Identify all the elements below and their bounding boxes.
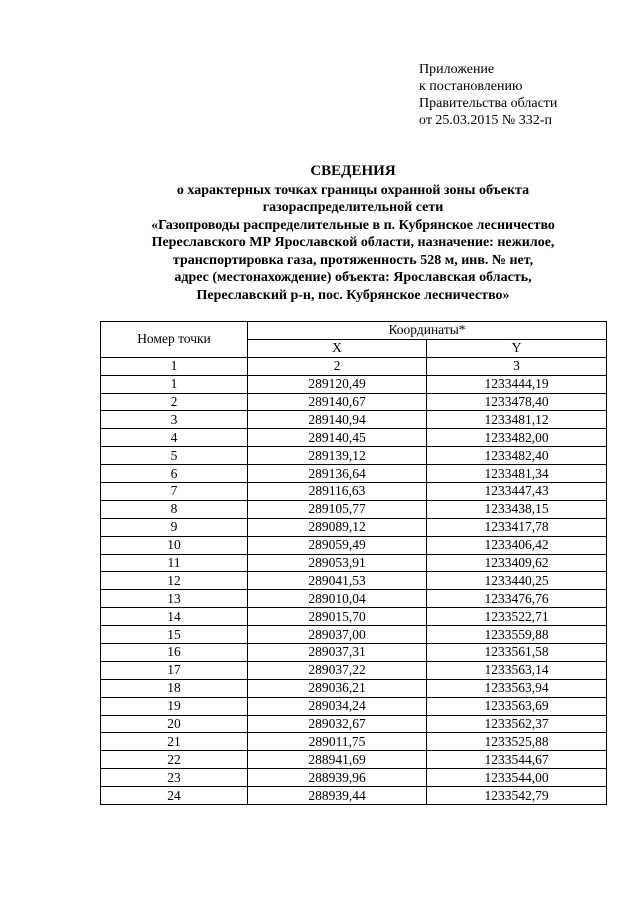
cell-x: 289015,70 <box>248 608 427 626</box>
cell-point-number: 12 <box>101 572 248 590</box>
cell-x: 289105,77 <box>248 500 427 518</box>
column-number: 2 <box>248 357 427 375</box>
cell-y: 1233406,42 <box>427 536 607 554</box>
cell-x: 289116,63 <box>248 483 427 501</box>
table-row <box>101 518 607 536</box>
cell-point-number: 24 <box>101 787 248 805</box>
cell-point-number: 20 <box>101 715 248 733</box>
cell-x: 289010,04 <box>248 590 427 608</box>
cell-y: 1233438,15 <box>427 500 607 518</box>
cell-point-number: 22 <box>101 751 248 769</box>
cell-y: 1233481,34 <box>427 465 607 483</box>
cell-x: 289032,67 <box>248 715 427 733</box>
cell-y: 1233544,67 <box>427 751 607 769</box>
table-row <box>101 447 607 465</box>
cell-point-number: 18 <box>101 679 248 697</box>
cell-point-number: 15 <box>101 626 248 644</box>
header-coordinates: Координаты* <box>248 322 607 340</box>
cell-y: 1233440,25 <box>427 572 607 590</box>
table-row <box>101 626 607 644</box>
table-row <box>101 715 607 733</box>
cell-point-number: 17 <box>101 661 248 679</box>
cell-x: 289059,49 <box>248 536 427 554</box>
appendix-line: Приложение <box>419 62 495 77</box>
cell-y: 1233561,58 <box>427 644 607 662</box>
title-line: транспортировка газа, протяженность 528 м, инв. № нет, <box>172 252 534 268</box>
cell-x: 289089,12 <box>248 518 427 536</box>
cell-point-number: 6 <box>101 465 248 483</box>
table-row <box>101 554 607 572</box>
cell-y: 1233482,00 <box>427 429 607 447</box>
column-number: 3 <box>427 357 607 375</box>
cell-x: 288939,44 <box>248 787 427 805</box>
title-heading: СВЕДЕНИЯ <box>310 163 396 179</box>
cell-x: 289140,67 <box>248 393 427 411</box>
header-x: X <box>248 339 427 357</box>
table-row <box>101 733 607 751</box>
cell-y: 1233522,71 <box>427 608 607 626</box>
cell-point-number: 1 <box>101 375 248 393</box>
cell-x: 289140,94 <box>248 411 427 429</box>
cell-x: 289053,91 <box>248 554 427 572</box>
appendix-line: Правительства области <box>419 96 558 111</box>
cell-x: 288941,69 <box>248 751 427 769</box>
cell-y: 1233542,79 <box>427 787 607 805</box>
cell-x: 289139,12 <box>248 447 427 465</box>
table-row <box>101 483 607 501</box>
cell-x: 289037,00 <box>248 626 427 644</box>
table-row <box>101 393 607 411</box>
cell-y: 1233544,00 <box>427 769 607 787</box>
title-line: Переславский р-н, пос. Кубрянское лесничество» <box>196 287 510 303</box>
cell-point-number: 11 <box>101 554 248 572</box>
appendix-block <box>419 61 557 129</box>
table-column-number-row <box>101 357 607 375</box>
cell-point-number: 4 <box>101 429 248 447</box>
cell-y: 1233562,37 <box>427 715 607 733</box>
cell-point-number: 9 <box>101 518 248 536</box>
cell-point-number: 7 <box>101 483 248 501</box>
title-line: Переславского МР Ярославской области, назначение: нежилое, <box>151 235 555 250</box>
table-row <box>101 769 607 787</box>
cell-y: 1233476,76 <box>427 590 607 608</box>
cell-point-number: 14 <box>101 608 248 626</box>
document-title <box>100 163 606 304</box>
cell-y: 1233525,88 <box>427 733 607 751</box>
title-line: газораспределительной сети <box>262 200 444 215</box>
title-line: адрес (местонахождение) объекта: Ярославская область, <box>174 270 532 285</box>
table-row <box>101 465 607 483</box>
cell-x: 289034,24 <box>248 697 427 715</box>
table-row <box>101 572 607 590</box>
cell-point-number: 2 <box>101 393 248 411</box>
cell-y: 1233563,94 <box>427 679 607 697</box>
table-row <box>101 500 607 518</box>
table-row <box>101 644 607 662</box>
header-y: Y <box>427 339 607 357</box>
cell-point-number: 16 <box>101 644 248 662</box>
cell-point-number: 19 <box>101 697 248 715</box>
header-point-number: Номер точки <box>101 322 248 358</box>
cell-x: 289037,31 <box>248 644 427 662</box>
cell-y: 1233478,40 <box>427 393 607 411</box>
cell-point-number: 21 <box>101 733 248 751</box>
cell-point-number: 13 <box>101 590 248 608</box>
cell-y: 1233563,14 <box>427 661 607 679</box>
cell-y: 1233482,40 <box>427 447 607 465</box>
cell-x: 289037,22 <box>248 661 427 679</box>
column-number: 1 <box>101 357 248 375</box>
table-row <box>101 697 607 715</box>
cell-y: 1233563,69 <box>427 697 607 715</box>
cell-x: 288939,96 <box>248 769 427 787</box>
cell-x: 289041,53 <box>248 572 427 590</box>
table-row <box>101 375 607 393</box>
cell-point-number: 8 <box>101 500 248 518</box>
cell-x: 289120,49 <box>248 375 427 393</box>
table-row <box>101 411 607 429</box>
table-header-row <box>101 322 607 340</box>
cell-point-number: 10 <box>101 536 248 554</box>
table-row <box>101 429 607 447</box>
cell-y: 1233444,19 <box>427 375 607 393</box>
table-row <box>101 787 607 805</box>
title-line: «Газопроводы распределительные в п. Кубрянское лесничество <box>151 217 555 233</box>
table-row <box>101 679 607 697</box>
cell-y: 1233559,88 <box>427 626 607 644</box>
cell-x: 289011,75 <box>248 733 427 751</box>
table-row <box>101 536 607 554</box>
cell-y: 1233409,62 <box>427 554 607 572</box>
coordinates-table <box>100 321 607 805</box>
table-row <box>101 608 607 626</box>
cell-y: 1233417,78 <box>427 518 607 536</box>
table-body <box>101 375 607 804</box>
cell-x: 289140,45 <box>248 429 427 447</box>
table-row <box>101 661 607 679</box>
cell-x: 289036,21 <box>248 679 427 697</box>
cell-y: 1233447,43 <box>427 483 607 501</box>
cell-point-number: 3 <box>101 411 248 429</box>
cell-y: 1233481,12 <box>427 411 607 429</box>
cell-point-number: 5 <box>101 447 248 465</box>
table-row <box>101 751 607 769</box>
cell-x: 289136,64 <box>248 465 427 483</box>
appendix-line: к постановлению <box>419 79 523 94</box>
title-line: о характерных точках границы охранной зоны объекта <box>176 182 530 198</box>
appendix-line: от 25.03.2015 № 332-п <box>419 113 552 128</box>
table-row <box>101 590 607 608</box>
cell-point-number: 23 <box>101 769 248 787</box>
